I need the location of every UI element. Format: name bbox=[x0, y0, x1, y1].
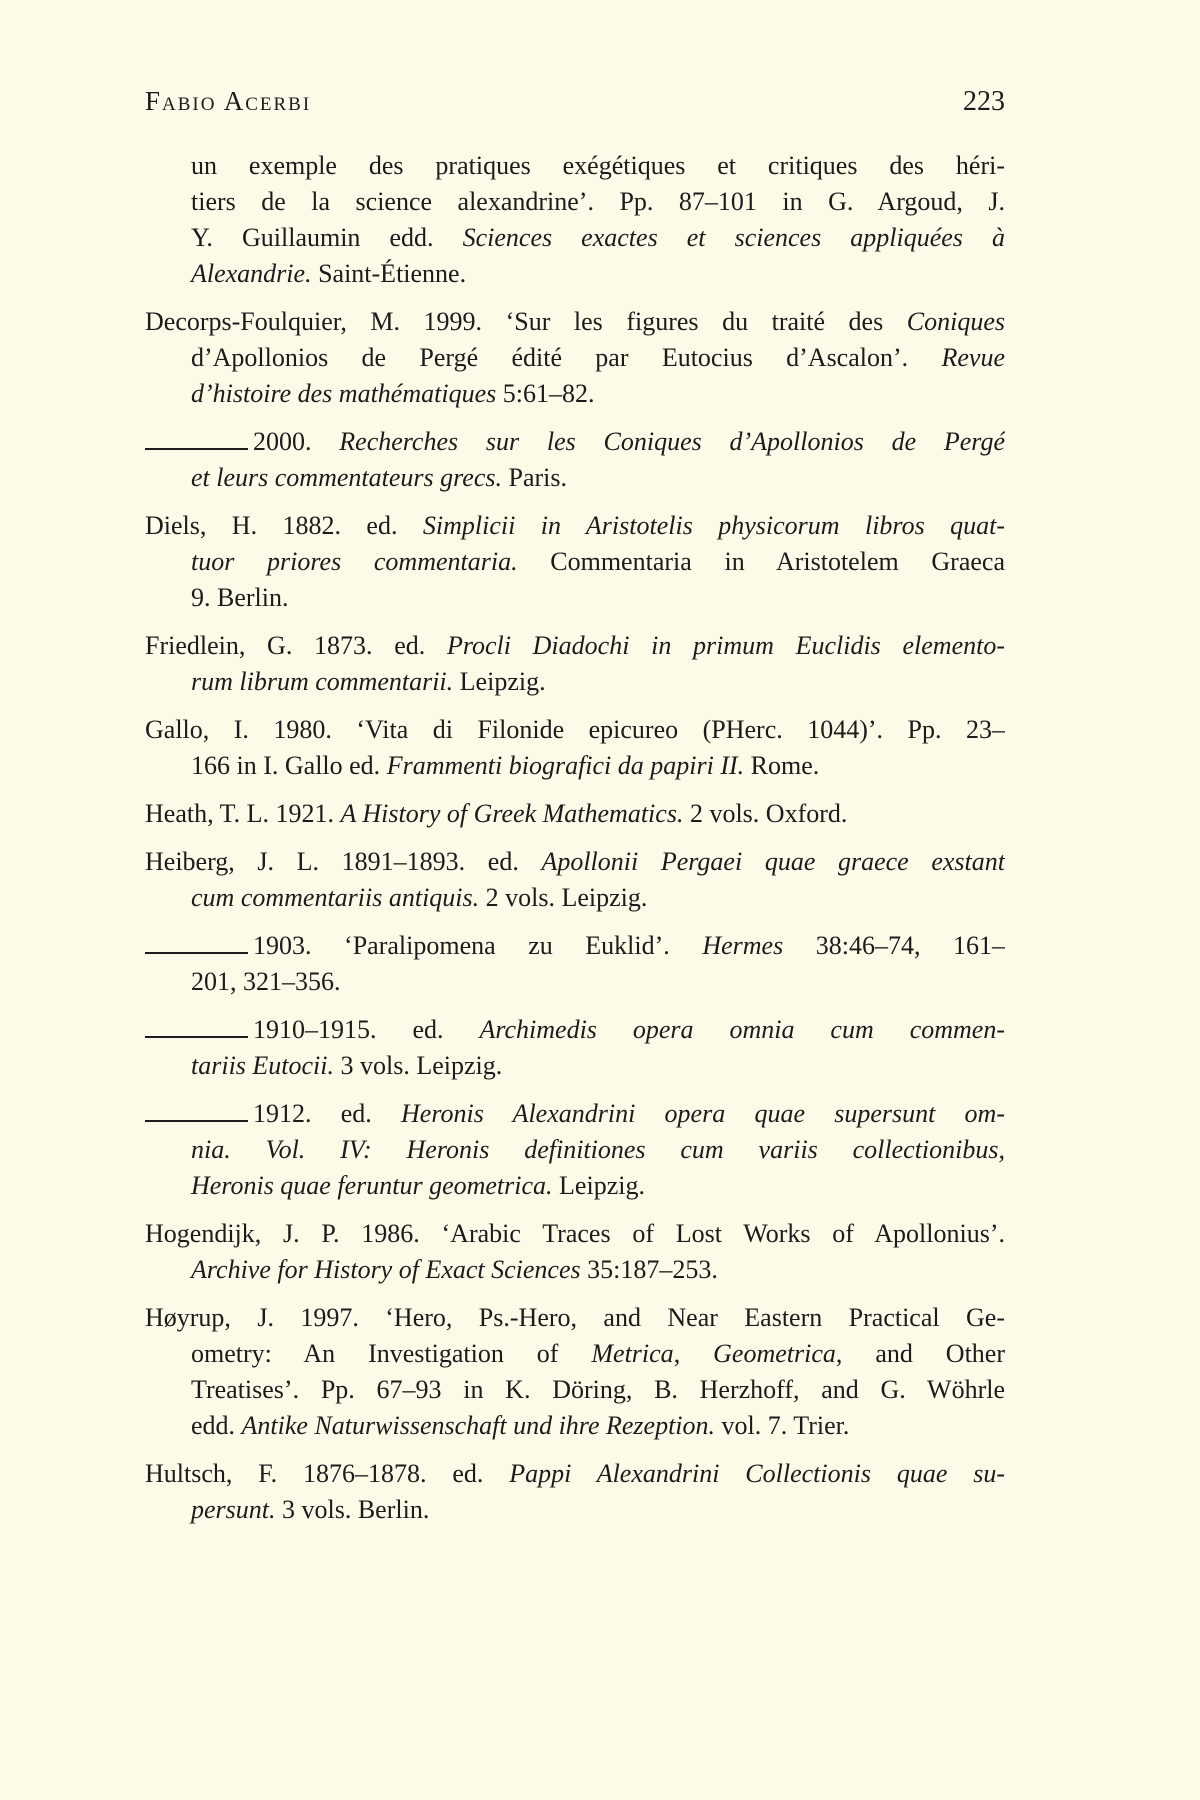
italic-text-run: Alexandrie. bbox=[191, 259, 312, 288]
text-run: 1912. ed. bbox=[253, 1099, 401, 1128]
text-run: vol. 7. Trier. bbox=[715, 1411, 850, 1440]
italic-text-run: Procli Diadochi in primum Euclidis elemento- bbox=[446, 631, 1005, 660]
bibliography-entry bbox=[145, 844, 1005, 916]
text-run: Friedlein, G. 1873. ed. bbox=[145, 631, 447, 660]
author-name: Fabio Acerbi bbox=[145, 86, 312, 116]
repeated-author-dash bbox=[145, 1120, 248, 1122]
page-number: 223 bbox=[963, 86, 1005, 117]
entry-line bbox=[145, 880, 1005, 916]
entry-line bbox=[145, 148, 1005, 184]
italic-text-run: Heronis quae feruntur geometrica. bbox=[191, 1171, 553, 1200]
bibliography-entry bbox=[145, 148, 1005, 292]
bibliography-entry bbox=[145, 424, 1005, 496]
text-run: Rome. bbox=[744, 751, 820, 780]
entry-line bbox=[145, 1168, 1005, 1204]
italic-text-run: nia. Vol. IV: Heronis definitiones cum variis collectionibus, bbox=[191, 1135, 1005, 1164]
entry-line bbox=[145, 508, 1005, 544]
entry-line bbox=[145, 460, 1005, 496]
entry-line bbox=[145, 628, 1005, 664]
entry-line bbox=[145, 664, 1005, 700]
entry-line bbox=[145, 580, 1005, 616]
bibliography-entry bbox=[145, 796, 1005, 832]
text-run: , and Other bbox=[835, 1339, 1005, 1368]
entry-line bbox=[145, 304, 1005, 340]
text-run: Hultsch, F. 1876–1878. ed. bbox=[145, 1459, 510, 1488]
repeated-author-dash bbox=[145, 448, 248, 450]
text-run: Paris. bbox=[501, 463, 567, 492]
text-run: 35:187–253. bbox=[580, 1255, 718, 1284]
italic-text-run: Heronis Alexandrini opera quae supersunt om- bbox=[401, 1099, 1005, 1128]
entry-line bbox=[145, 1492, 1005, 1528]
italic-text-run: persunt. bbox=[191, 1495, 276, 1524]
text-run: tiers de la science alexandrine’. Pp. 87–101 in G. Argoud, J. bbox=[191, 187, 1005, 216]
text-run: Høyrup, J. 1997. ‘Hero, Ps.-Hero, and Near Eastern Practical Ge- bbox=[145, 1303, 1005, 1332]
entry-line bbox=[145, 376, 1005, 412]
bibliography-entry bbox=[145, 1096, 1005, 1204]
text-run: d’Apollonios de Pergé édité par Eutocius d’Ascalon’. bbox=[191, 343, 942, 372]
bibliography-entry bbox=[145, 1012, 1005, 1084]
text-run: Treatises’. Pp. 67–93 in K. Döring, B. Herzhoff, and G. Wöhrle bbox=[191, 1375, 1005, 1404]
repeated-author-dash bbox=[145, 952, 248, 954]
italic-text-run: cum commentariis antiquis. bbox=[191, 883, 480, 912]
text-run: Decorps-Foulquier, M. 1999. ‘Sur les figures du traité des bbox=[145, 307, 907, 336]
italic-text-run: Pappi Alexandrini Collectionis quae su- bbox=[509, 1459, 1005, 1488]
entry-line bbox=[145, 1336, 1005, 1372]
text-run: edd. bbox=[191, 1411, 242, 1440]
text-run: 1910–1915. ed. bbox=[253, 1015, 480, 1044]
text-run: , bbox=[673, 1339, 714, 1368]
entry-line bbox=[145, 928, 1005, 964]
entry-line bbox=[145, 712, 1005, 748]
entry-line bbox=[145, 1132, 1005, 1168]
italic-text-run: Sciences exactes et sciences appliquées à bbox=[462, 223, 1005, 252]
entry-line bbox=[145, 1456, 1005, 1492]
text-run: Heiberg, J. L. 1891–1893. ed. bbox=[145, 847, 542, 876]
entry-line bbox=[145, 1408, 1005, 1444]
text-run: 201, 321–356. bbox=[191, 967, 341, 996]
italic-text-run: d’histoire des mathématiques bbox=[191, 379, 497, 408]
italic-text-run: Metrica bbox=[591, 1339, 674, 1368]
text-run: 2 vols. Leipzig. bbox=[479, 883, 648, 912]
entry-line bbox=[145, 544, 1005, 580]
text-run: Commentaria in Aristotelem Graeca bbox=[517, 547, 1005, 576]
bibliography-entry bbox=[145, 628, 1005, 700]
italic-text-run: Apollonii Pergaei quae graece exstant bbox=[541, 847, 1005, 876]
text-run: un exemple des pratiques exégétiques et critiques des héri- bbox=[191, 151, 1005, 180]
text-run: 3 vols. Berlin. bbox=[275, 1495, 430, 1524]
entry-line bbox=[145, 1372, 1005, 1408]
text-run: Gallo, I. 1980. ‘Vita di Filonide epicureo (PHerc. 1044)’. Pp. 23– bbox=[145, 715, 1005, 744]
text-run: 2 vols. Oxford. bbox=[683, 799, 848, 828]
italic-text-run: Archimedis opera omnia cum commen- bbox=[479, 1015, 1005, 1044]
entry-line bbox=[145, 1012, 1005, 1048]
text-run: Leipzig. bbox=[552, 1171, 645, 1200]
entry-line bbox=[145, 1216, 1005, 1252]
italic-text-run: Recherches sur les Coniques d’Apollonios de Pergé bbox=[339, 427, 1005, 456]
text-run: 38:46–74, 161– bbox=[783, 931, 1005, 960]
entry-line bbox=[145, 424, 1005, 460]
text-run: Y. Guillaumin edd. bbox=[191, 223, 463, 252]
entry-line bbox=[145, 1252, 1005, 1288]
italic-text-run: tariis Eutocii. bbox=[191, 1051, 334, 1080]
italic-text-run: rum librum commentarii. bbox=[191, 667, 454, 696]
entry-line bbox=[145, 964, 1005, 1000]
bibliography-entry bbox=[145, 1300, 1005, 1444]
bibliography-entry bbox=[145, 712, 1005, 784]
entry-line bbox=[145, 1048, 1005, 1084]
text-run: 5:61–82. bbox=[496, 379, 595, 408]
text-run: Leipzig. bbox=[453, 667, 546, 696]
entry-line bbox=[145, 796, 1005, 832]
italic-text-run: Revue bbox=[941, 343, 1005, 372]
text-run: Saint-Étienne. bbox=[311, 259, 467, 288]
italic-text-run: tuor priores commentaria. bbox=[191, 547, 518, 576]
italic-text-run: A History of Greek Mathematics. bbox=[340, 799, 684, 828]
italic-text-run: Geometrica bbox=[713, 1339, 836, 1368]
entry-line bbox=[145, 184, 1005, 220]
italic-text-run: Frammenti biografici da papiri II. bbox=[386, 751, 745, 780]
bibliography-entry bbox=[145, 304, 1005, 412]
text-run: 1903. ‘Paralipomena zu Euklid’. bbox=[253, 931, 703, 960]
entry-line bbox=[145, 220, 1005, 256]
italic-text-run: et leurs commentateurs grecs. bbox=[191, 463, 502, 492]
bibliography-entry bbox=[145, 508, 1005, 616]
text-run: Diels, H. 1882. ed. bbox=[145, 511, 423, 540]
entry-line bbox=[145, 1300, 1005, 1336]
text-run: 166 in I. Gallo ed. bbox=[191, 751, 387, 780]
bibliography-entry bbox=[145, 1216, 1005, 1288]
italic-text-run: Hermes bbox=[702, 931, 784, 960]
entry-line bbox=[145, 748, 1005, 784]
text-run: 2000. bbox=[253, 427, 340, 456]
text-run: Heath, T. L. 1921. bbox=[145, 799, 341, 828]
bibliography-entry bbox=[145, 928, 1005, 1000]
italic-text-run: Simplicii in Aristotelis physicorum libros quat- bbox=[422, 511, 1005, 540]
text-run: 3 vols. Leipzig. bbox=[334, 1051, 503, 1080]
text-run: 9. Berlin. bbox=[191, 583, 289, 612]
entry-line bbox=[145, 256, 1005, 292]
text-run: ometry: An Investigation of bbox=[191, 1339, 592, 1368]
entry-line bbox=[145, 340, 1005, 376]
text-run: Hogendijk, J. P. 1986. ‘Arabic Traces of Lost Works of Apollonius’. bbox=[145, 1219, 1005, 1248]
text-column bbox=[145, 86, 1005, 1540]
italic-text-run: Antike Naturwissenschaft und ihre Rezeption. bbox=[241, 1411, 716, 1440]
repeated-author-dash bbox=[145, 1036, 248, 1038]
italic-text-run: Archive for History of Exact Sciences bbox=[191, 1255, 581, 1284]
bibliography bbox=[145, 148, 1005, 1528]
entry-line bbox=[145, 844, 1005, 880]
entry-line bbox=[145, 1096, 1005, 1132]
italic-text-run: Coniques bbox=[906, 307, 1005, 336]
bibliography-entry bbox=[145, 1456, 1005, 1528]
running-header bbox=[145, 86, 1005, 122]
